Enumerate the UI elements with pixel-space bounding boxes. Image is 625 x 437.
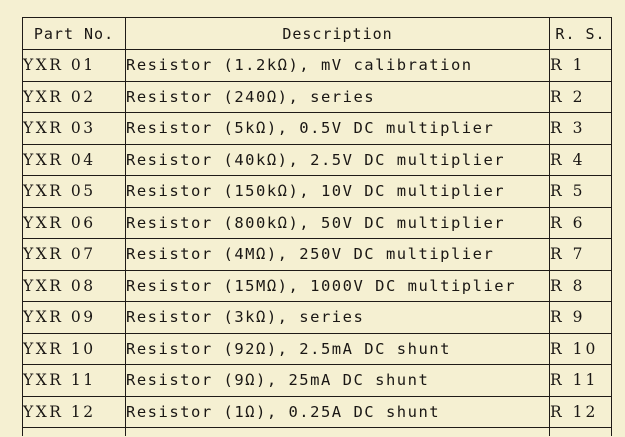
part-number: YXR 05 <box>23 176 126 208</box>
part-description: Resistor (240Ω), series <box>126 81 550 113</box>
header-rs: R. S. <box>550 18 612 50</box>
table-header-row <box>23 18 612 50</box>
part-number: YXR 09 <box>23 302 126 334</box>
part-number: YXR 12 <box>23 396 126 428</box>
header-part-no: Part No. <box>23 18 126 50</box>
part-number: YXR 01 <box>23 50 126 82</box>
table-row <box>23 365 612 397</box>
empty-cell <box>550 428 612 437</box>
table-row <box>23 302 612 334</box>
reference-symbol: R 12 <box>550 396 612 428</box>
part-number: YXR 02 <box>23 81 126 113</box>
header-description: Description <box>126 18 550 50</box>
reference-symbol: R 1 <box>550 50 612 82</box>
part-description: Resistor (4MΩ), 250V DC multiplier <box>126 239 550 271</box>
reference-symbol: R 7 <box>550 239 612 271</box>
table-row <box>23 50 612 82</box>
reference-symbol: R 4 <box>550 144 612 176</box>
reference-symbol: R 9 <box>550 302 612 334</box>
part-number: YXR 10 <box>23 333 126 365</box>
part-description: Resistor (92Ω), 2.5mA DC shunt <box>126 333 550 365</box>
reference-symbol: R 5 <box>550 176 612 208</box>
part-number: YXR 11 <box>23 365 126 397</box>
table-row <box>23 144 612 176</box>
table-row <box>23 176 612 208</box>
table-row <box>23 270 612 302</box>
table-row <box>23 81 612 113</box>
part-number: YXR 08 <box>23 270 126 302</box>
part-number: YXR 04 <box>23 144 126 176</box>
reference-symbol: R 3 <box>550 113 612 145</box>
part-description: Resistor (15MΩ), 1000V DC multiplier <box>126 270 550 302</box>
part-description: Resistor (800kΩ), 50V DC multiplier <box>126 207 550 239</box>
parts-table <box>22 17 612 436</box>
part-number: YXR 06 <box>23 207 126 239</box>
empty-cell <box>23 428 126 437</box>
part-description: Resistor (9Ω), 25mA DC shunt <box>126 365 550 397</box>
table-row-cut-off <box>23 428 612 437</box>
reference-symbol: R 8 <box>550 270 612 302</box>
part-description: Resistor (3kΩ), series <box>126 302 550 334</box>
reference-symbol: R 2 <box>550 81 612 113</box>
table-row <box>23 333 612 365</box>
table-row <box>23 396 612 428</box>
table-row <box>23 239 612 271</box>
reference-symbol: R 11 <box>550 365 612 397</box>
part-number: YXR 03 <box>23 113 126 145</box>
table-row <box>23 207 612 239</box>
part-description: Resistor (150kΩ), 10V DC multiplier <box>126 176 550 208</box>
table-row <box>23 113 612 145</box>
part-number: YXR 07 <box>23 239 126 271</box>
part-description: Resistor (1.2kΩ), mV calibration <box>126 50 550 82</box>
part-description: Resistor (1Ω), 0.25A DC shunt <box>126 396 550 428</box>
part-description: Resistor (40kΩ), 2.5V DC multiplier <box>126 144 550 176</box>
empty-cell <box>126 428 550 437</box>
reference-symbol: R 6 <box>550 207 612 239</box>
part-description: Resistor (5kΩ), 0.5V DC multiplier <box>126 113 550 145</box>
reference-symbol: R 10 <box>550 333 612 365</box>
